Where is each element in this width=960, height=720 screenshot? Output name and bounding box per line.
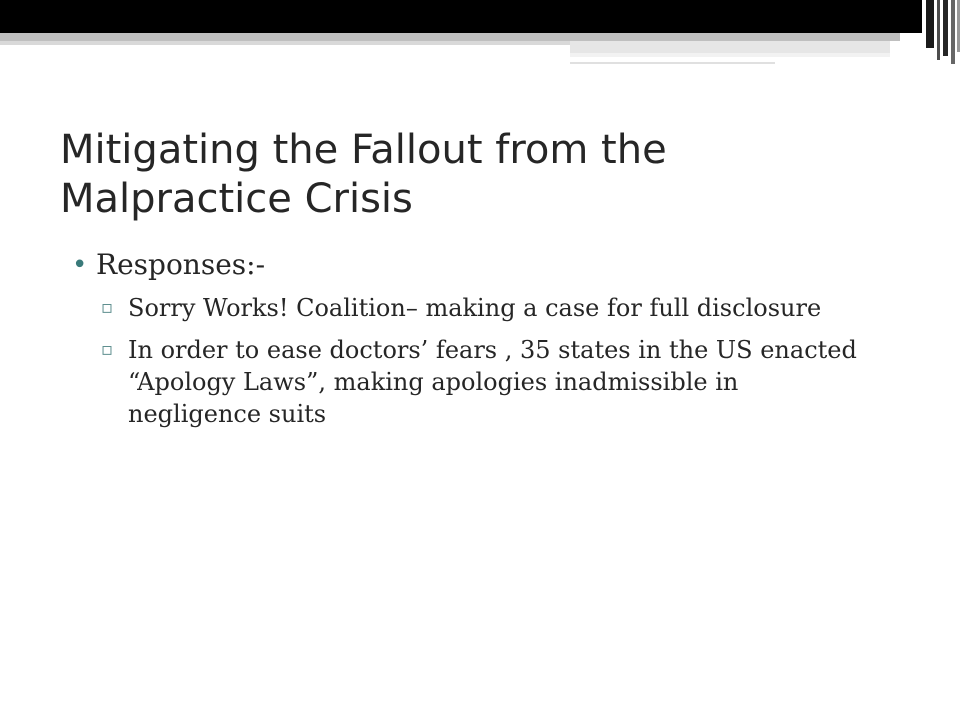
header-decor-bar: [900, 0, 922, 33]
header-band-stripe: [0, 33, 960, 41]
header-decor-bar: [951, 0, 955, 64]
header-band: [0, 0, 960, 33]
header-band-stripe: [0, 41, 570, 45]
header-decor-bar: [926, 0, 934, 48]
sub-bullet-text: Sorry Works! Coalition– making a case for full disclosure: [128, 294, 822, 322]
bullet-item: [72, 246, 862, 284]
bullet-text: Responses:-: [96, 248, 266, 281]
header-decor-bar: [943, 0, 948, 56]
header-band-stripe: [570, 53, 890, 57]
bullet-dot-icon: •: [72, 250, 88, 280]
sub-bullet-square-icon: ▫: [101, 297, 114, 318]
slide-body: [72, 246, 862, 440]
header-band-line: [570, 62, 775, 64]
slide-title: Mitigating the Fallout from the Malpractice Crisis: [60, 127, 667, 222]
header-decor-bar: [937, 0, 940, 60]
header-band-stripe: [570, 41, 890, 53]
sub-bullet-item: [72, 334, 862, 430]
sub-bullet-text: In order to ease doctors’ fears , 35 states in the US enacted “Apology Laws”, making apologies inadmissible in negligence suits: [128, 336, 857, 428]
sub-bullet-square-icon: ▫: [101, 339, 114, 360]
sub-bullet-item: [72, 292, 862, 324]
